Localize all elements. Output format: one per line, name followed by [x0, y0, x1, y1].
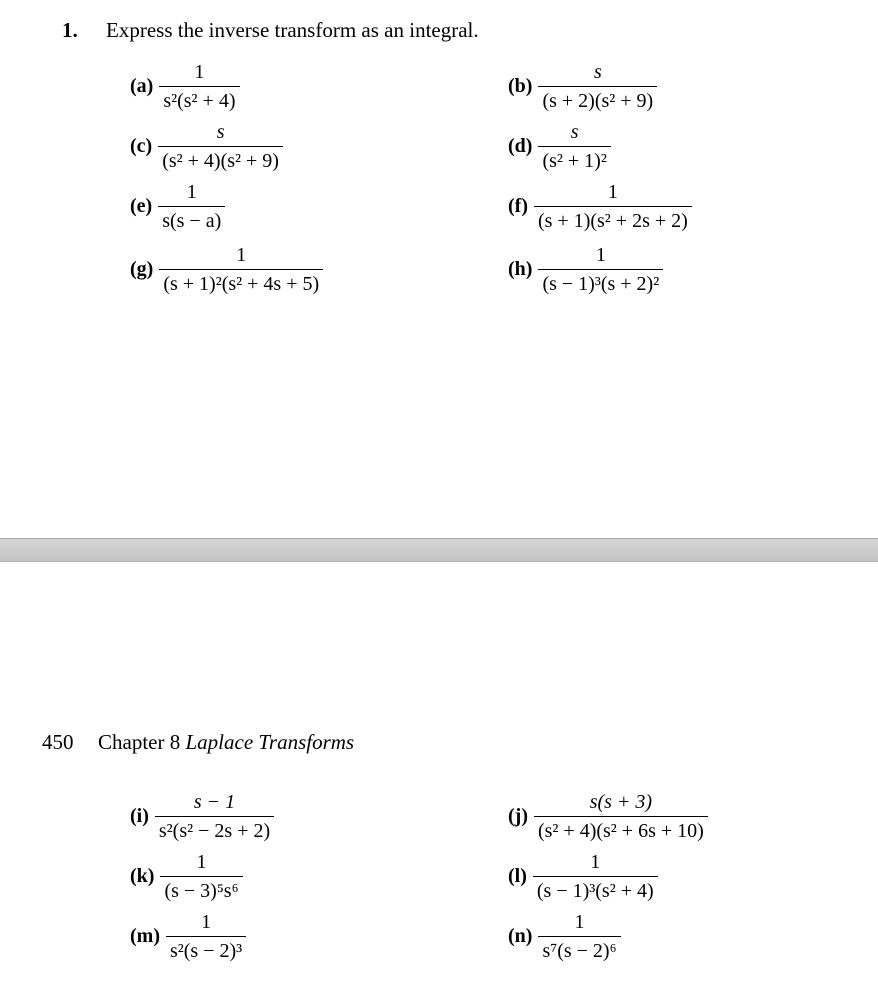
fraction [534, 790, 708, 843]
item-label: (c) [130, 135, 153, 157]
fraction [538, 910, 620, 963]
denominator: s²(s − 2)³ [169, 940, 243, 962]
denominator: s²(s² + 4) [163, 90, 236, 112]
page-number: 450 [42, 730, 74, 754]
item-label: (k) [130, 865, 155, 887]
numerator: 1 [590, 851, 601, 873]
fraction [159, 243, 323, 296]
problem-number: 1. [62, 18, 78, 42]
denominator: (s² + 4)(s² + 9) [162, 150, 279, 172]
denominator: s²(s² − 2s + 2) [158, 820, 271, 842]
page-break-separator [0, 538, 878, 562]
item-label: (a) [130, 75, 154, 97]
item-label: (b) [508, 75, 533, 97]
fraction [158, 180, 225, 233]
denominator: (s + 1)(s² + 2s + 2) [537, 210, 688, 232]
numerator: s(s + 3) [589, 791, 653, 813]
item-a [130, 60, 240, 113]
item-label: (f) [508, 195, 528, 217]
item-i [130, 790, 274, 843]
item-l [508, 850, 658, 903]
item-label: (i) [130, 805, 149, 827]
item-label: (e) [130, 195, 153, 217]
denominator: (s² + 4)(s² + 6s + 10) [537, 820, 704, 842]
denominator: (s + 1)²(s² + 4s + 5) [163, 273, 320, 295]
numerator: 1 [186, 181, 197, 203]
fraction [159, 60, 239, 113]
denominator: s⁷(s − 2)⁶ [542, 940, 617, 962]
item-label: (m) [130, 925, 160, 947]
item-j [508, 790, 708, 843]
numerator: s [216, 121, 225, 143]
numerator: 1 [196, 851, 207, 873]
item-b [508, 60, 657, 113]
item-label: (l) [508, 865, 527, 887]
item-n [508, 910, 621, 963]
item-f [508, 180, 692, 233]
chapter-label: Chapter 8 [98, 730, 181, 754]
numerator: 1 [607, 181, 618, 203]
denominator: (s − 1)³(s² + 4) [536, 880, 654, 902]
item-label: (h) [508, 258, 533, 280]
item-k [130, 850, 243, 903]
denominator: (s² + 1)² [542, 150, 607, 172]
fraction [538, 243, 663, 296]
chapter-title: Laplace Transforms [185, 730, 355, 754]
item-c [130, 120, 283, 173]
numerator: s [593, 61, 602, 83]
numerator: 1 [595, 244, 606, 266]
item-m [130, 910, 246, 963]
fraction [533, 850, 658, 903]
running-header [98, 730, 354, 755]
item-e [130, 180, 225, 233]
fraction [166, 910, 246, 963]
fraction [538, 120, 610, 173]
item-label: (d) [508, 135, 533, 157]
numerator: 1 [236, 244, 247, 266]
item-label: (g) [130, 258, 154, 280]
fraction [158, 120, 283, 173]
denominator: (s − 1)³(s + 2)² [542, 273, 660, 295]
numerator: s − 1 [193, 791, 236, 813]
numerator: 1 [201, 911, 212, 933]
denominator: (s − 3)⁵s⁶ [164, 880, 239, 902]
item-g [130, 243, 323, 296]
fraction [155, 790, 274, 843]
numerator: s [570, 121, 579, 143]
fraction [538, 60, 657, 113]
item-d [508, 120, 611, 173]
numerator: 1 [194, 61, 205, 83]
item-label: (j) [508, 805, 528, 827]
numerator: 1 [574, 911, 585, 933]
item-label: (n) [508, 925, 533, 947]
denominator: (s + 2)(s² + 9) [542, 90, 654, 112]
fraction [534, 180, 692, 233]
fraction [160, 850, 242, 903]
item-h [508, 243, 663, 296]
problem-statement: Express the inverse transform as an integral. [106, 18, 479, 42]
denominator: s(s − a) [162, 210, 222, 232]
